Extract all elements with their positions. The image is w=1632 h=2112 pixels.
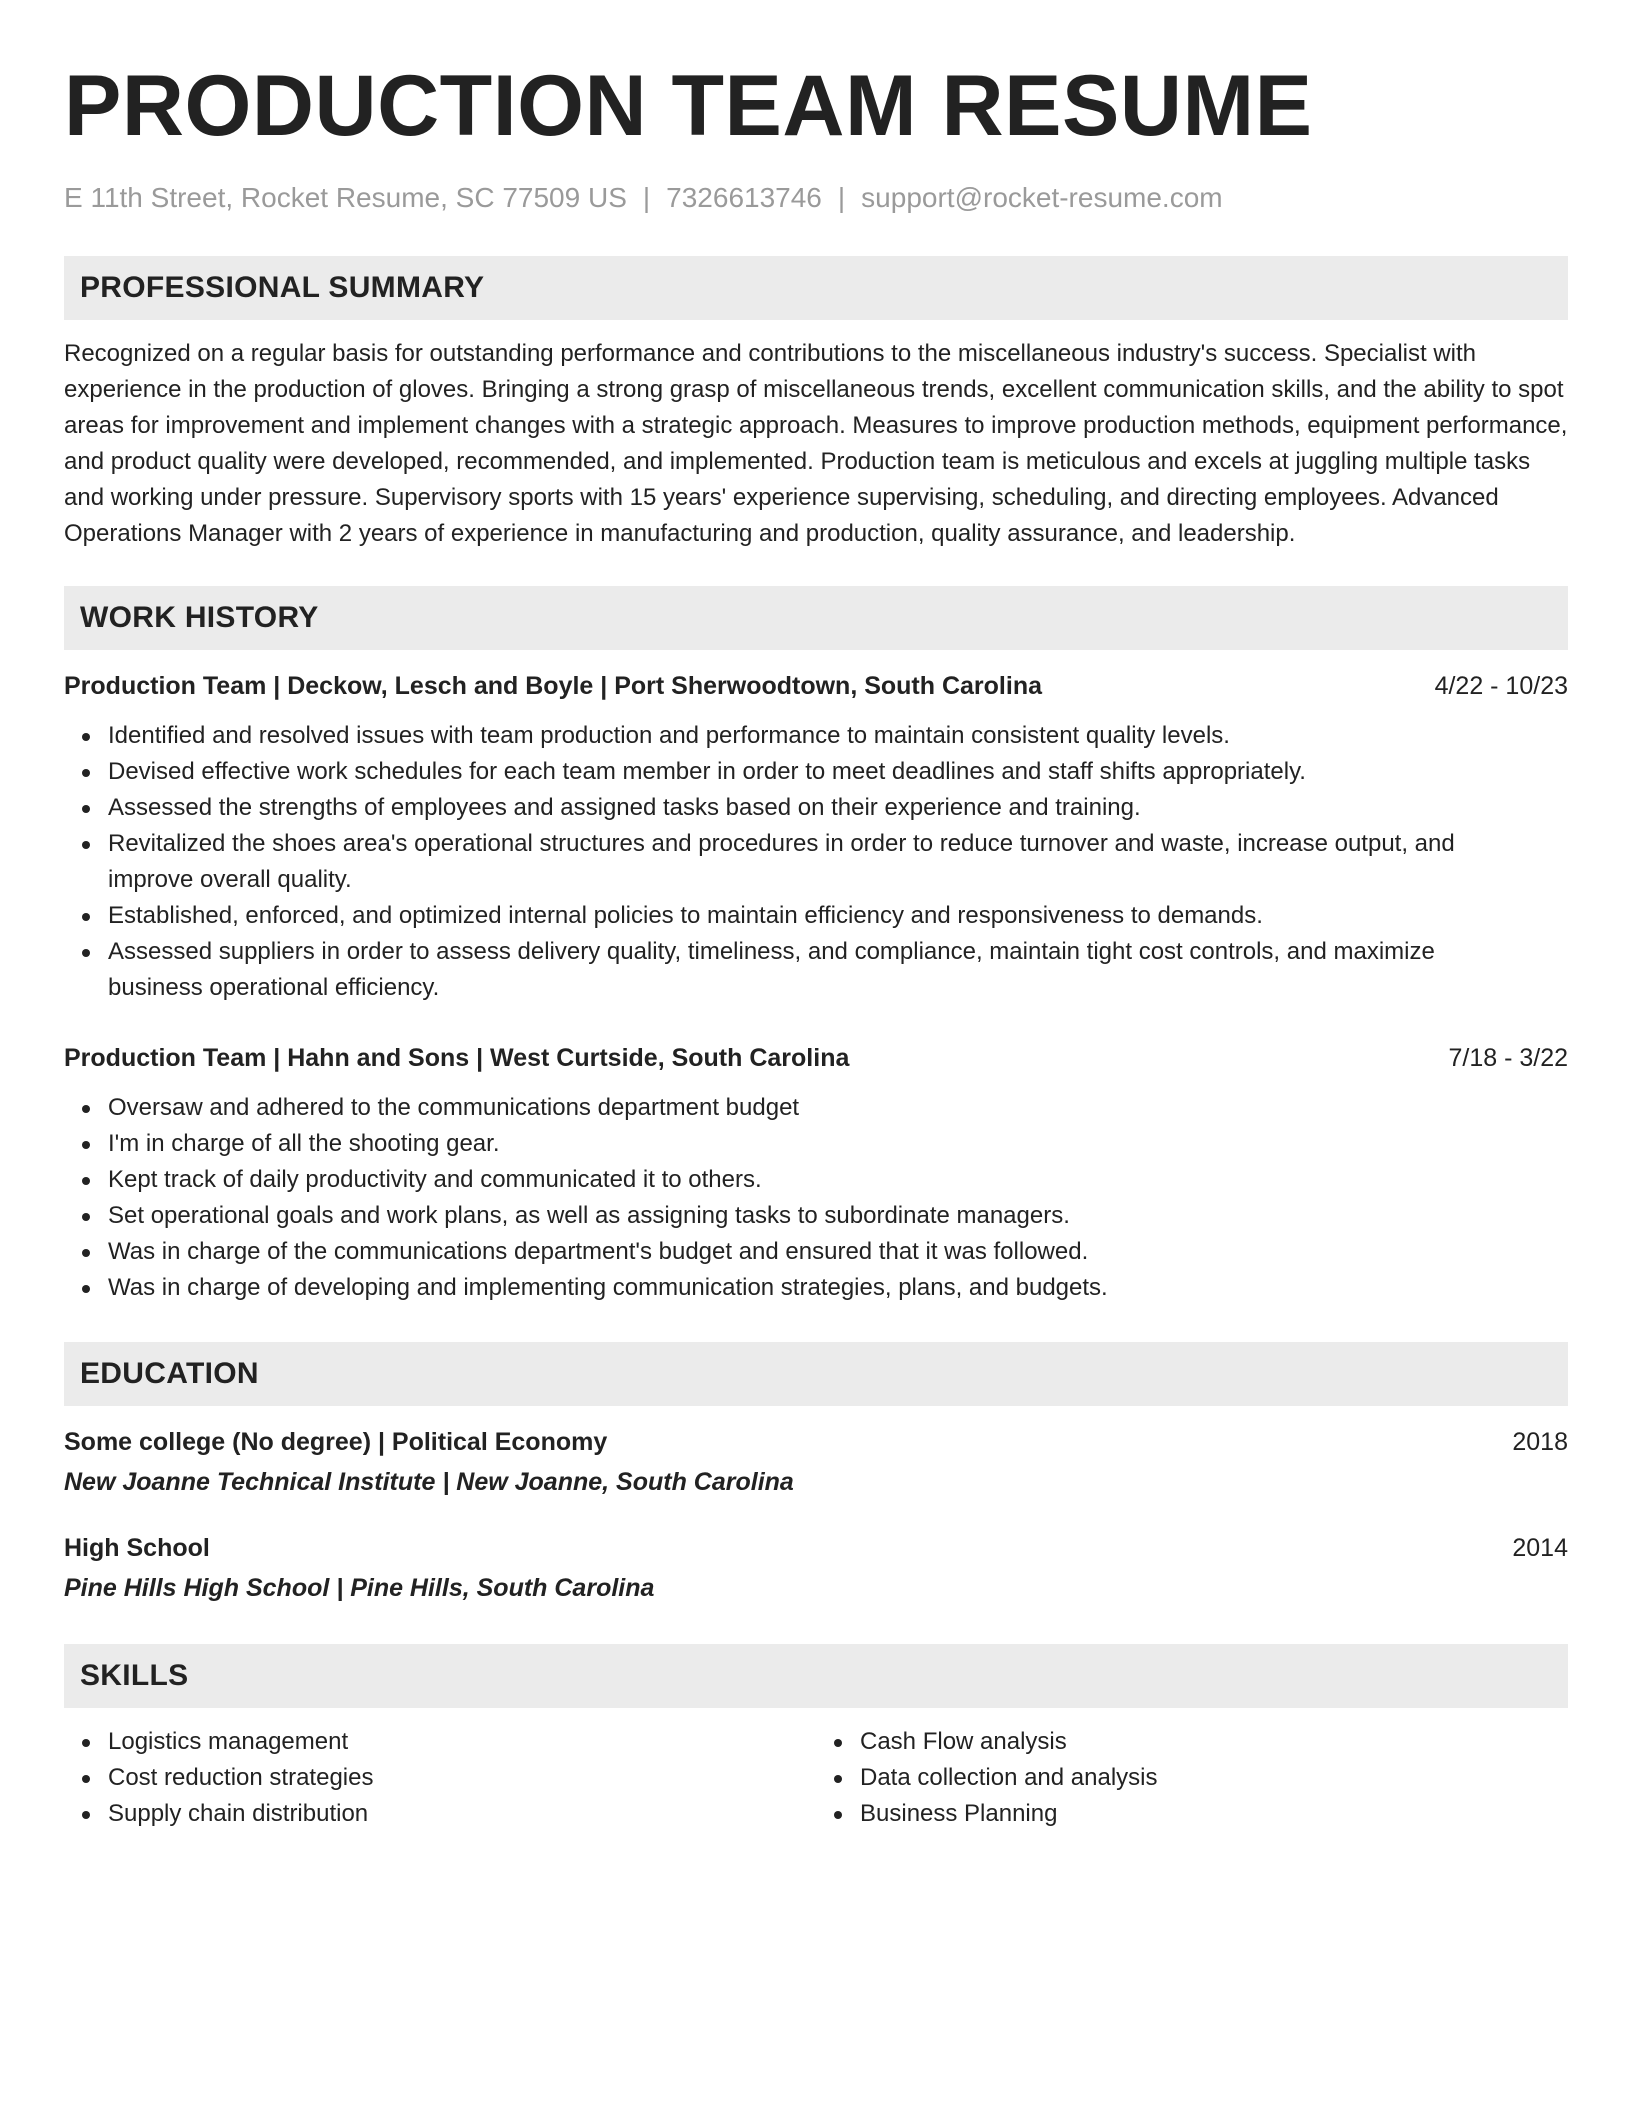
list-item: Devised effective work schedules for each team member in order to meet deadlines and staff shifts appropriately.: [108, 754, 1568, 790]
list-item: Assessed the strengths of employees and assigned tasks based on their experience and training.: [108, 790, 1568, 826]
education-header: [64, 1424, 1568, 1460]
education-entry: [64, 1424, 1568, 1500]
job-title: Production Team | Deckow, Lesch and Boyle | Port Sherwoodtown, South Carolina: [64, 672, 1042, 700]
list-item: Established, enforced, and optimized internal policies to maintain efficiency and responsiveness to demands.: [108, 898, 1568, 934]
skill-item: Cost reduction strategies: [108, 1760, 816, 1796]
skills-bullets: [64, 1724, 816, 1832]
skills-bullets: [816, 1724, 1568, 1832]
list-item: Oversaw and adhered to the communications department budget: [108, 1090, 1568, 1126]
job-title: Production Team | Hahn and Sons | West Curtside, South Carolina: [64, 1044, 850, 1072]
education-year: 2014: [1512, 1534, 1568, 1562]
education-degree: High School: [64, 1534, 210, 1562]
skill-item: Cash Flow analysis: [860, 1724, 1568, 1760]
education-school: Pine Hills High School | Pine Hills, South Carolina: [64, 1574, 655, 1602]
job-entry: [64, 668, 1568, 1006]
list-item: I'm in charge of all the shooting gear.: [108, 1126, 1568, 1162]
section-heading: PROFESSIONAL SUMMARY: [80, 271, 485, 304]
section-heading: WORK HISTORY: [80, 601, 319, 634]
list-item: Kept track of daily productivity and communicated it to others.: [108, 1162, 1568, 1198]
education-entry: [64, 1530, 1568, 1606]
contact-email: support@rocket-resume.com: [861, 182, 1223, 213]
skill-item: Supply chain distribution: [108, 1796, 816, 1832]
section-heading: EDUCATION: [80, 1357, 259, 1390]
list-item: Assessed suppliers in order to assess delivery quality, timeliness, and compliance, maintain tight cost controls, and maximize business operational efficiency.: [108, 934, 1568, 1006]
skill-item: Data collection and analysis: [860, 1760, 1568, 1796]
contact-address: E 11th Street, Rocket Resume, SC 77509 US: [64, 182, 627, 213]
job-bullets: [64, 718, 1568, 1006]
list-item: Revitalized the shoes area's operational structures and procedures in order to reduce turnover and waste, increase output, and improve overall quality.: [108, 826, 1568, 898]
list-item: Identified and resolved issues with team production and performance to maintain consistent quality levels.: [108, 718, 1568, 754]
contact-separator: |: [642, 182, 651, 213]
job-bullets: [64, 1090, 1568, 1306]
education-school: New Joanne Technical Institute | New Joanne, South Carolina: [64, 1468, 794, 1496]
education-year: 2018: [1512, 1428, 1568, 1456]
education-degree: Some college (No degree) | Political Economy: [64, 1428, 608, 1456]
skill-item: Business Planning: [860, 1796, 1568, 1832]
skill-item: Logistics management: [108, 1724, 816, 1760]
contact-phone: 7326613746: [666, 182, 822, 213]
section-header-education: [64, 1342, 1568, 1406]
section-header-summary: [64, 256, 1568, 320]
job-entry: [64, 1040, 1568, 1306]
job-dates: 4/22 - 10/23: [1434, 672, 1568, 700]
list-item: Set operational goals and work plans, as well as assigning tasks to subordinate managers.: [108, 1198, 1568, 1234]
skills-column-left: [64, 1724, 816, 1832]
job-header: [64, 668, 1568, 704]
list-item: Was in charge of developing and implementing communication strategies, plans, and budgets.: [108, 1270, 1568, 1306]
section-header-work-history: [64, 586, 1568, 650]
skills-list: [64, 1724, 1568, 1832]
summary-text: Recognized on a regular basis for outstanding performance and contributions to the miscellaneous industry's success. Specialist with experience in the production of gloves. Bringing a strong grasp of miscellaneous trends, excellent communication skills, and the ability to spot areas for improvement and implement changes with a strategic approach. Measures to improve production methods, equipment performance, and product quality were developed, recommended, and implemented. Production team is meticulous and excels at juggling multiple tasks and working under pressure. Supervisory sports with 15 years' experience supervising, scheduling, and directing employees. Advanced Operations Manager with 2 years of experience in manufacturing and production, quality assurance, and leadership.: [64, 340, 1568, 547]
job-header: [64, 1040, 1568, 1076]
education-header: [64, 1530, 1568, 1566]
section-heading: SKILLS: [80, 1659, 189, 1692]
skills-column-right: [816, 1724, 1568, 1832]
job-dates: 7/18 - 3/22: [1448, 1044, 1568, 1072]
contact-line: [64, 180, 1568, 216]
contact-separator: |: [837, 182, 846, 213]
section-header-skills: [64, 1644, 1568, 1708]
resume-title: PRODUCTION TEAM RESUME: [64, 58, 1313, 154]
list-item: Was in charge of the communications department's budget and ensured that it was followed.: [108, 1234, 1568, 1270]
